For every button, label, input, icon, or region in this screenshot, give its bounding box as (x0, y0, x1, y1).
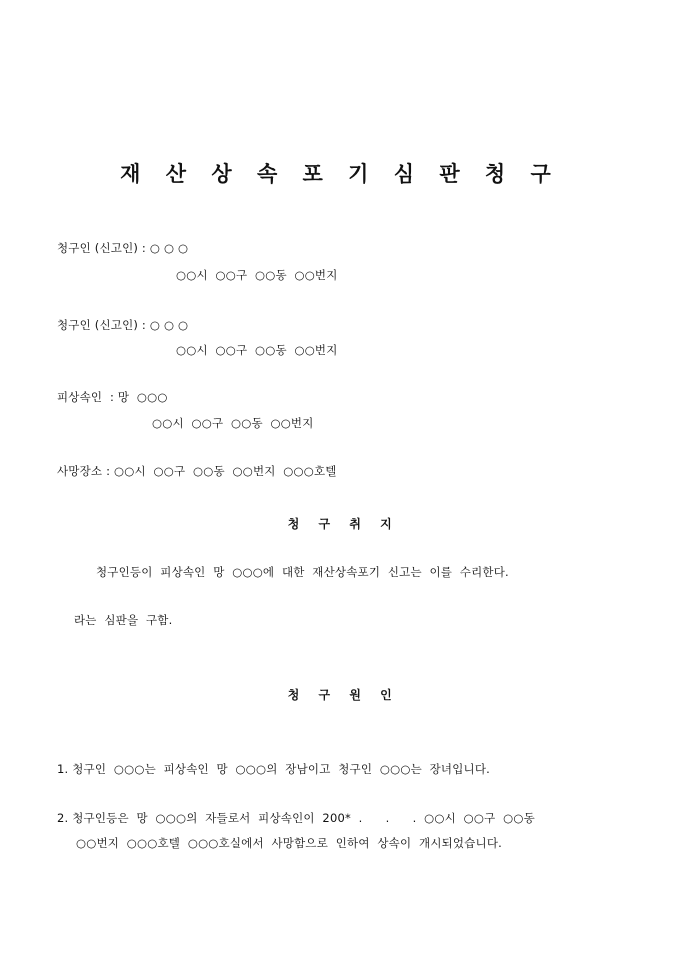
claimant1-address: ○○시 ○○구 ○○동 ○○번지 (176, 268, 338, 282)
document-title: 재 산 상 속 포 기 심 판 청 구 (120, 161, 560, 186)
purpose-heading: 청 구 취 지 (287, 517, 393, 531)
claimant1-label: 청구인 (신고인) : (57, 241, 150, 255)
place-of-death: 사망장소 : ○○시 ○○구 ○○동 ○○번지 ○○○호텔 (57, 464, 337, 478)
decedent-line: 피상속인 : 망 ○○○ (57, 390, 168, 404)
cause-item-2-line1: 2. 청구인등은 망 ○○○의 자들로서 피상속인이 200* . . . ○○시 ○○구 ○○동 (57, 811, 535, 825)
claimant2-name: ○ ○ ○ (149, 318, 189, 332)
cause-item-2-line2: ○○번지 ○○○호텔 ○○○호실에서 사망함으로 인하여 상속이 개시되었습니다. (76, 836, 503, 850)
claimant2-label: 청구인 (신고인) : (57, 318, 150, 332)
cause-item-1: 1. 청구인 ○○○는 피상속인 망 ○○○의 장남이고 청구인 ○○○는 장녀입니다. (57, 762, 490, 776)
claimant2-line (57, 318, 188, 332)
purpose-closing: 라는 심판을 구함. (74, 613, 173, 627)
claimant1-line (57, 241, 188, 255)
claimant2-address: ○○시 ○○구 ○○동 ○○번지 (176, 343, 338, 357)
cause-heading: 청 구 원 인 (287, 688, 393, 702)
decedent-address: ○○시 ○○구 ○○동 ○○번지 (152, 416, 314, 430)
purpose-text: 청구인등이 피상속인 망 ○○○에 대한 재산상속포기 신고는 이를 수리한다. (96, 565, 509, 579)
claimant1-name: ○ ○ ○ (149, 241, 189, 255)
